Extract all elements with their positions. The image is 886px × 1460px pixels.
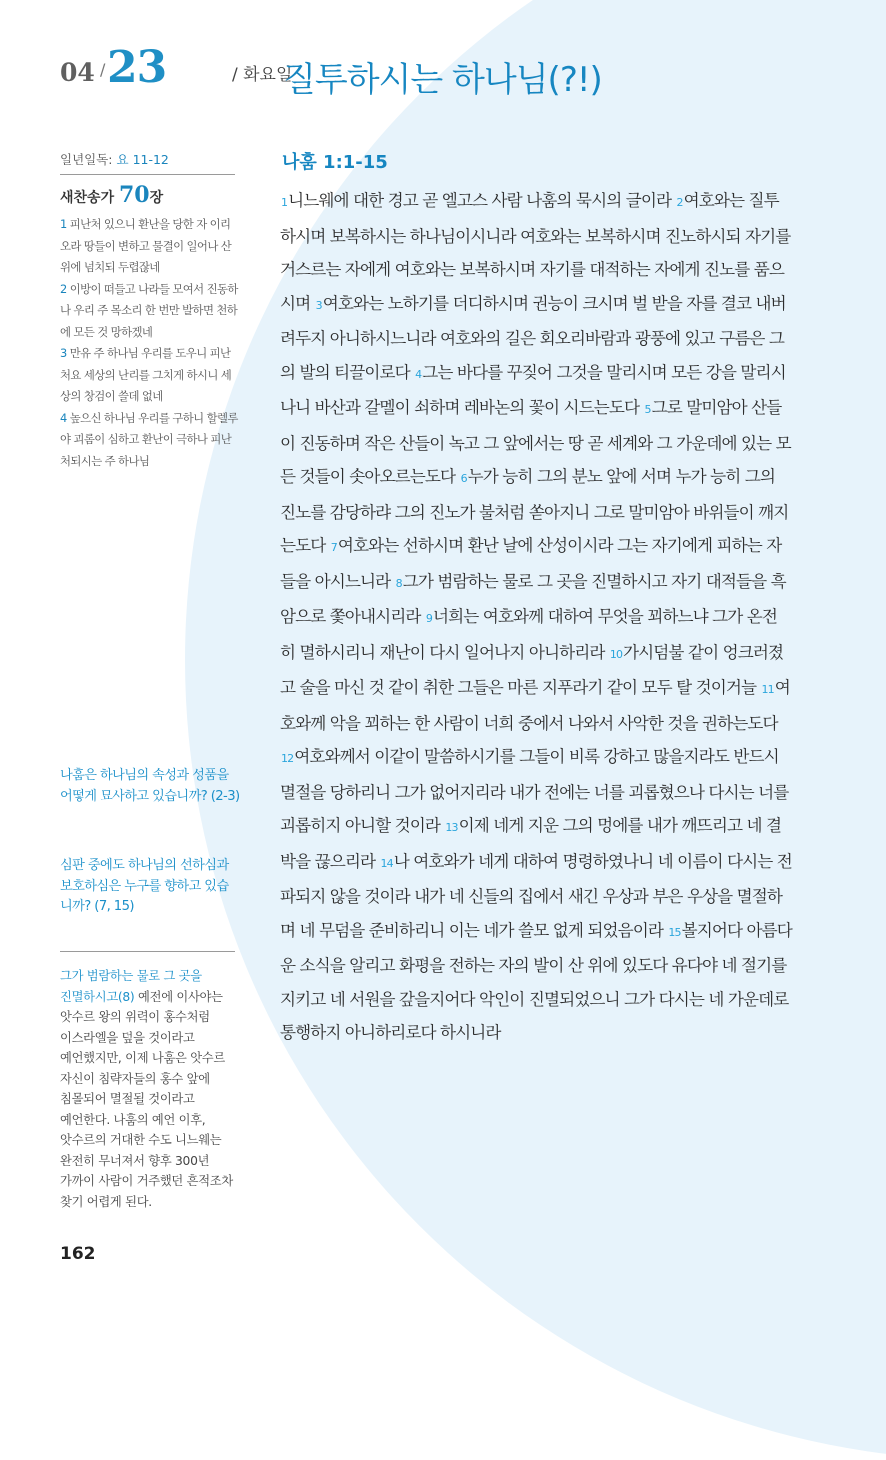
- yearly-reading: [60, 150, 169, 168]
- verse-text: 여호와께 악을 꾀하는 한 사람이 너희 중에서 나와서 사악한 것을 권하는도다: [280, 678, 790, 733]
- page-title: 질투하시는 하나님(?!): [283, 60, 602, 100]
- verse-text: 그로 말미암아 산들이 진동하며 작은 산들이 녹고 그 앞에서는 땅 곧 세계와 그 가운데에 있는 모든 것들이 솟아오르는도다: [280, 398, 791, 486]
- verse-number: 1: [281, 196, 288, 209]
- verse-number: 3: [315, 298, 322, 312]
- verse-number: 8: [395, 576, 402, 590]
- verse-text: 이제 네게 지운 그의 멍에를 내가 깨뜨리고 네 결박을 끊으리라: [280, 816, 782, 871]
- verse-number: 2: [676, 196, 683, 209]
- hymn-lyrics: [60, 214, 240, 472]
- hymn-number: 70: [118, 182, 150, 208]
- divider: [60, 174, 235, 175]
- date-separator: /: [100, 60, 106, 79]
- hymn-verse-text: 높으신 하나님 우리를 구하니 할렐루야 괴롬이 심하고 환난이 극하나 피난처되시는 주 하나님: [60, 410, 238, 468]
- verse-text: 누가 능히 그의 분노 앞에 서며 누가 능히 그의 진노를 감당하랴 그의 진노가 불처럼 쏟아지니 그로 말미암아 바위들이 깨지는도다: [280, 467, 789, 555]
- hymn-verse: [60, 343, 240, 408]
- hymn-verse: [60, 214, 240, 279]
- verse-text: 여호와는 선하시며 환난 날에 산성이시라 그는 자기에게 피하는 자들을 아시느니라: [280, 536, 782, 591]
- verse-text: 너희는 여호와께 대하여 무엇을 꾀하느냐 그가 온전히 멸하시리니 재난이 다시 일어나지 아니하리라: [280, 607, 777, 662]
- commentary-highlight: 그가 범람하는 물로 그 곳을 진멸하시고(8): [60, 969, 202, 1004]
- verse-text: 볼지어다 아름다운 소식을 알리고 화평을 전하는 자의 발이 산 위에 있도다 유다야 네 절기를 지키고 네 서원을 갚을지어다 악인이 진멸되었으니 그가 다시는 네 가운데로 통행하지 아니하리로다 하시니라: [280, 920, 792, 1042]
- verse-number: 13: [445, 821, 458, 834]
- question-1: 나훔은 하나님의 속성과 성품을 어떻게 묘사하고 있습니까? (2-3): [60, 768, 240, 804]
- passage-reference: 나훔 1:1-15: [282, 152, 388, 173]
- verse-number: 7: [330, 541, 337, 554]
- hymn-verse-number: 4: [60, 410, 67, 425]
- date-day: 23: [107, 42, 167, 93]
- divider: [60, 951, 235, 952]
- scripture-passage: [280, 184, 792, 1050]
- date-weekday: / 화요일: [232, 65, 293, 85]
- hymn-verse: [60, 408, 240, 473]
- verse-text: 여호와는 노하기를 더디하시며 권능이 크시며 벌 받을 자를 결코 내버려두지 아니하시느니라 여호와의 길은 회오리바람과 광풍에 있고 구름은 그의 발의 티끌이로다: [280, 293, 786, 382]
- verse-text: 나 여호와가 네게 대하여 명령하였나니 네 이름이 다시는 전파되지 않을 것이라 내가 네 신들의 집에서 새긴 우상과 부은 우상을 멸절하며 네 무덤을 준비하리니 이는 네가 쓸모 없게 되었음이라: [280, 851, 792, 940]
- reading-label: 일년일독:: [60, 152, 113, 167]
- verse-text: 여호와는 질투하시며 보복하시는 하나님이시니라 여호와는 보복하시며 진노하시되 자기를 거스르는 자에게 여호와는 보복하시며 자기를 대적하는 자에게 진노를 품으시며: [280, 191, 791, 313]
- reading-value: 요 11-12: [116, 152, 169, 167]
- hymn-heading: [60, 182, 163, 208]
- verse-number: 9: [425, 612, 433, 625]
- verse-number: 10: [609, 647, 623, 661]
- commentary-text: 예전에 이사야는 앗수르 왕의 위력이 홍수처럼 이스라엘을 덮을 것이라고 예언했지만, 이제 나훔은 앗수르 자신이 침략자들의 홍수 앞에 침몰되어 멸절될 것이라고 예언한다. 나훔의 예언 이후, 앗수르의 거대한 수도 니느웨는 완전히 무너져서 향후 300년 가까이 사람이 거주했던 흔적조차 찾기 어렵게 된다.: [60, 989, 233, 1209]
- verse-text: 가시덤불 같이 엉크러졌고 술을 마신 것 같이 취한 그들은 마른 지푸라기 같이 모두 탈 것이거늘: [280, 642, 784, 697]
- hymn-verse-number: 3: [60, 346, 67, 360]
- verse-number: 15: [668, 925, 681, 939]
- date-month: 04: [60, 58, 95, 87]
- question-2: 심판 중에도 하나님의 선하심과 보호하심은 누구를 향하고 있습니까? (7, 15): [60, 858, 229, 914]
- verse-number: 6: [460, 472, 467, 485]
- verse-number: 11: [761, 683, 774, 696]
- hymn-verse-text: 만유 주 하나님 우리를 도우니 피난처요 세상의 난리를 그치게 하시니 세상의 창검이 쓸데 없네: [60, 346, 232, 403]
- verse-text: 니느웨에 대한 경고 곧 엘고스 사람 나훔의 묵시의 글이라: [288, 191, 672, 210]
- verse-number: 4: [415, 367, 422, 381]
- verse-text: 그가 범람하는 물로 그 곳을 진멸하시고 자기 대적들을 흑암으로 쫓아내시리라: [280, 571, 786, 626]
- verse-text: 그는 바다를 꾸짖어 그것을 말리시며 모든 강을 말리시나니 바산과 갈멜이 쇠하며 레바논의 꽃이 시드는도다: [280, 362, 786, 417]
- page-number: 162: [60, 1244, 96, 1264]
- verse-number: 5: [644, 403, 651, 416]
- verse-number: 14: [380, 856, 393, 870]
- hymn-suffix: 장: [149, 190, 164, 206]
- hymn-verse-number: 1: [60, 217, 67, 231]
- hymn-verse: [60, 279, 240, 344]
- hymn-verse-text: 피난처 있으니 환난을 당한 자 이리 오라 땅들이 변하고 물결이 일어나 산 위에 넘치되 두렵잖네: [60, 217, 232, 274]
- verse-text: 여호와께서 이같이 말씀하시기를 그들이 비록 강하고 많을지라도 반드시 멸절을 당하리니 그가 없어지리라 내가 전에는 너를 괴롭혔으나 다시는 너를 괴롭히지 아니할 것이라: [280, 747, 789, 835]
- commentary: [60, 966, 236, 1212]
- hymn-verse-number: 2: [60, 281, 67, 296]
- hymn-label: 새찬송가: [60, 190, 115, 206]
- hymn-verse-text: 이방이 떠들고 나라들 모여서 진동하나 우리 주 목소리 한 번만 발하면 천하에 모든 것 망하겠네: [60, 281, 238, 339]
- verse-number: 12: [281, 752, 294, 765]
